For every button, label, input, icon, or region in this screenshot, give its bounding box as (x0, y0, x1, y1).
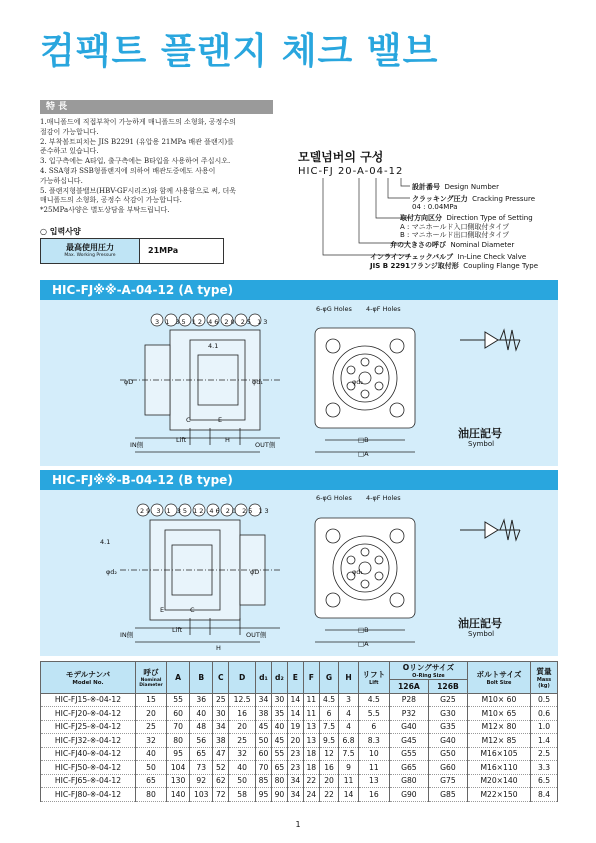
panel-b-dim-h: H (216, 644, 221, 652)
table-cell: 50 (136, 761, 167, 775)
table-cell: 6 (358, 720, 389, 734)
code-label-design: 設計番号 Design Number (412, 183, 499, 191)
table-cell: 24 (303, 788, 319, 802)
table-row (41, 734, 558, 748)
table-cell: 65 (271, 761, 287, 775)
table-cell: 58 (229, 788, 256, 802)
panel-b-in-side: IN側 (120, 631, 134, 639)
panel-b-dim-a: □A (358, 640, 369, 648)
table-cell: 40 (271, 720, 287, 734)
table-cell: 20 (287, 734, 303, 748)
table-cell: 65 (190, 747, 213, 761)
table-cell: 6.5 (531, 774, 558, 788)
th-model: モデルナンバ Model No. (41, 662, 136, 694)
table-cell: HIC-FJ20-※-04-12 (41, 707, 136, 721)
table-cell: G25 (428, 693, 467, 707)
table-cell: 40 (136, 747, 167, 761)
panel-b-out-side: OUT側 (246, 631, 267, 639)
panel-a-dim-h: H (225, 436, 230, 444)
table-cell: 73 (190, 761, 213, 775)
table-cell: 103 (190, 788, 213, 802)
table-cell: 20 (136, 707, 167, 721)
panel-a-dim-a: □A (358, 450, 369, 458)
features-heading: 特 長 (46, 102, 68, 112)
table-cell: 50 (256, 734, 272, 748)
page-number: 1 (295, 820, 301, 829)
table-row (41, 747, 558, 761)
table-cell: 12.5 (229, 693, 256, 707)
panel-b-title: HIC-FJ※※-B-04-12 (B type) (40, 470, 558, 490)
table-cell: 95 (256, 788, 272, 802)
table-cell: 55 (167, 693, 190, 707)
table-cell: 13 (358, 774, 389, 788)
table-cell: 2.5 (531, 747, 558, 761)
table-cell: 4.5 (319, 693, 339, 707)
feature-line: 2. 부착볼트피치는 JIS B2291 (유압용 21MPa 배관 플랜지)를 (40, 137, 234, 146)
th-oring-a: 126A (389, 680, 428, 694)
panel-b-dim-d2: φd₂ (106, 568, 118, 576)
panel-a-dim-v: 4.1 (208, 342, 219, 350)
table-cell: 60 (256, 747, 272, 761)
table-cell: G55 (389, 747, 428, 761)
table-cell: HIC-FJ15-※-04-12 (41, 693, 136, 707)
table-cell: 11 (358, 761, 389, 775)
panel-a-dim-d: φD (124, 378, 134, 386)
table-cell: 72 (213, 788, 229, 802)
feature-line: 절감이 가능합니다. (40, 127, 99, 136)
table-cell: M16×105 (468, 747, 531, 761)
table-cell: 130 (167, 774, 190, 788)
table-cell: 45 (271, 734, 287, 748)
table-cell: 16 (319, 761, 339, 775)
table-cell: M20×140 (468, 774, 531, 788)
table-row (41, 707, 558, 721)
table-cell: 0.5 (531, 693, 558, 707)
table-cell: 25 (229, 734, 256, 748)
th-e: E (287, 662, 303, 694)
features-list (40, 118, 280, 216)
table-cell: 11 (303, 693, 319, 707)
table-cell: HIC-FJ25-※-04-12 (41, 720, 136, 734)
table-cell: HIC-FJ50-※-04-12 (41, 761, 136, 775)
table-cell: 30 (271, 693, 287, 707)
table-cell: 10 (358, 747, 389, 761)
panel-b-dim-b: □B (358, 626, 369, 634)
th-mass: 質量 Mass (kg) (531, 662, 558, 694)
table-cell: 12 (319, 747, 339, 761)
table-cell: 90 (271, 788, 287, 802)
table-cell: G65 (389, 761, 428, 775)
spec-label-en: Max. Working Pressure (64, 253, 116, 258)
table-cell: 14 (339, 788, 359, 802)
table-cell: 80 (271, 774, 287, 788)
table-cell: 40 (190, 707, 213, 721)
table-cell: 80 (167, 734, 190, 748)
th-bolt: ボルトサイズ Bolt Size (468, 662, 531, 694)
table-cell: 14 (287, 693, 303, 707)
th-a: A (167, 662, 190, 694)
panel-b-dim-c: C (190, 606, 195, 614)
table-cell: M16×110 (468, 761, 531, 775)
panel-b-lift: Lift (172, 626, 183, 634)
table-cell: M12× 85 (468, 734, 531, 748)
table-cell: 65 (136, 774, 167, 788)
table-cell: 70 (256, 761, 272, 775)
table-cell: 70 (167, 720, 190, 734)
table-cell: G50 (428, 747, 467, 761)
spec-label: 最高使用圧力 (66, 243, 114, 252)
table-cell: 52 (213, 761, 229, 775)
table-cell: G30 (428, 707, 467, 721)
table-cell: 56 (190, 734, 213, 748)
panel-b-symbol-jp: 油圧記号 (458, 617, 502, 630)
table-cell: G45 (389, 734, 428, 748)
table-cell: G75 (428, 774, 467, 788)
th-h: H (339, 662, 359, 694)
panel-a-dim-d1: φd₁ (252, 378, 264, 386)
table-cell: 30 (213, 707, 229, 721)
table-cell: 18 (303, 747, 319, 761)
table-cell: 16 (358, 788, 389, 802)
table-row (41, 761, 558, 775)
table-cell: 6.8 (339, 734, 359, 748)
panel-b-dim-d1: φd₁ (352, 568, 364, 576)
feature-line: 1.매니폴드에 직접부착이 가능하게 매니폴드의 소형화, 공정수의 (40, 118, 236, 126)
table-cell: 1.4 (531, 734, 558, 748)
table-cell: 32 (229, 747, 256, 761)
panel-b-dim-d: φD (250, 568, 260, 576)
table-cell: G40 (428, 734, 467, 748)
table-cell: 14 (287, 707, 303, 721)
table-cell: 3.3 (531, 761, 558, 775)
table-cell: 85 (256, 774, 272, 788)
table-row (41, 774, 558, 788)
table-cell: 1.0 (531, 720, 558, 734)
table-cell: 16 (229, 707, 256, 721)
table-cell: 34 (256, 693, 272, 707)
table-cell: 15 (136, 693, 167, 707)
table-cell: 38 (256, 707, 272, 721)
spec-value: 21MPa (148, 246, 179, 255)
table-cell: HIC-FJ65-※-04-12 (41, 774, 136, 788)
code-label-direction: 取付方向区分 Direction Type of Setting (400, 214, 533, 222)
panel-a-out-side: OUT側 (255, 441, 276, 449)
table-cell: 25 (136, 720, 167, 734)
spec-label-cell (41, 239, 140, 263)
table-cell: G80 (389, 774, 428, 788)
table-cell: 6 (319, 707, 339, 721)
panel-b-symbol-en: Symbol (468, 630, 495, 638)
table-cell: 55 (271, 747, 287, 761)
table-cell: 36 (190, 693, 213, 707)
th-g: G (319, 662, 339, 694)
table-cell: 60 (167, 707, 190, 721)
panel-a-dim-e: E (218, 416, 223, 424)
table-cell: HIC-FJ80-※-04-12 (41, 788, 136, 802)
table-cell: 8.3 (358, 734, 389, 748)
table-cell: HIC-FJ40-※-04-12 (41, 747, 136, 761)
code-label-direction-a: A : マニホールド入口側取付タイプ (400, 223, 510, 231)
table-cell: P28 (389, 693, 428, 707)
table-cell: M10× 65 (468, 707, 531, 721)
table-cell: 34 (213, 720, 229, 734)
table-cell: 80 (136, 788, 167, 802)
table-cell: 34 (287, 788, 303, 802)
table-cell: 20 (319, 774, 339, 788)
table-cell: 9 (339, 761, 359, 775)
table-cell: 4 (339, 720, 359, 734)
table-cell: 35 (271, 707, 287, 721)
table-row (41, 788, 558, 802)
code-label-cracking-value: 04 : 0.04MPa (412, 203, 458, 211)
feature-line: 가능하십니다. (40, 176, 83, 185)
table-cell: M12× 80 (468, 720, 531, 734)
th-c: C (213, 662, 229, 694)
table-cell: 50 (229, 774, 256, 788)
dimension-table (40, 661, 558, 802)
code-label-direction-b: B : マニホールド出口側取付タイプ (400, 231, 510, 239)
panel-b-dim-e: E (160, 606, 165, 614)
table-cell: 18 (303, 761, 319, 775)
th-d: D (229, 662, 256, 694)
th-f: F (303, 662, 319, 694)
table-cell: 11 (339, 774, 359, 788)
panel-a-dim-c: C (186, 416, 191, 424)
table-cell: 19 (287, 720, 303, 734)
code-label-cracking: クラッキング圧力 Cracking Pressure (412, 195, 536, 203)
feature-line: 4. SSA형과 SSB형플랜지에 의하여 배관도중에도 사용이 (40, 166, 216, 175)
panel-a-in-side: IN側 (130, 441, 144, 449)
table-cell: 40 (229, 761, 256, 775)
table-cell: 22 (303, 774, 319, 788)
panel-b-dim-v: 4.1 (100, 538, 111, 546)
table-cell: 25 (213, 693, 229, 707)
table-cell: 0.6 (531, 707, 558, 721)
table-cell: G85 (428, 788, 467, 802)
feature-line: 준수하고 있습니다. (40, 147, 99, 156)
spec-table (40, 238, 224, 264)
panel-b-holes-g: 6-φG Holes (316, 494, 352, 502)
table-cell: 13 (303, 734, 319, 748)
page-title: 컴팩트 플랜지 체크 밸브 (40, 31, 439, 72)
panel-a-bubbles: 3 1 35 12 46 20 25 13 (155, 318, 270, 326)
table-cell: 4 (339, 707, 359, 721)
table-cell: 95 (167, 747, 190, 761)
panel-a-symbol-en: Symbol (468, 440, 495, 448)
table-cell: 5.5 (358, 707, 389, 721)
table-cell: 62 (213, 774, 229, 788)
table-cell: 20 (229, 720, 256, 734)
table-cell: 47 (213, 747, 229, 761)
table-cell: 23 (287, 747, 303, 761)
table-cell: 45 (256, 720, 272, 734)
table-row (41, 693, 558, 707)
table-cell: 32 (136, 734, 167, 748)
table-cell: 34 (287, 774, 303, 788)
th-lift: リフト Lift (358, 662, 389, 694)
panel-a-dim-b: □B (358, 436, 369, 444)
table-cell: G35 (428, 720, 467, 734)
spec-heading: ○ 입력사양 (40, 227, 81, 236)
panel-b-bubbles: 29 3 1 35 12 46 20 25 13 (140, 507, 271, 515)
panel-a-lift: Lift (176, 436, 187, 444)
table-cell: HIC-FJ32-※-04-12 (41, 734, 136, 748)
code-label-nominal: 弁の大きさの呼び Nominal Diameter (390, 241, 515, 249)
th-d1: d₁ (256, 662, 272, 694)
table-cell: P32 (389, 707, 428, 721)
th-oring: Oリングサイズ O-Ring Size (389, 662, 467, 680)
th-oring-b: 126B (428, 680, 467, 694)
feature-line: *25MPa사양은 별도상담을 부탁드립니다. (40, 206, 170, 215)
feature-line: 3. 입구측에는 A타입, 출구측에는 B타입을 사용하여 주십시오. (40, 157, 231, 166)
table-cell: 92 (190, 774, 213, 788)
feature-line: 5. 플랜지형블밸브(HBV-GF시리즈)와 함께 사용함으로 써, 더욱 (40, 186, 236, 195)
table-cell: 3 (339, 693, 359, 707)
table-cell: 140 (167, 788, 190, 802)
features-heading-bar (40, 100, 273, 114)
table-cell: 104 (167, 761, 190, 775)
panel-a-holes-f: 4-φF Holes (366, 305, 401, 313)
table-cell: 38 (213, 734, 229, 748)
table-cell: 48 (190, 720, 213, 734)
table-cell: 9.5 (319, 734, 339, 748)
panel-a-holes-g: 6-φG Holes (316, 305, 352, 313)
table-cell: G40 (389, 720, 428, 734)
panel-a-dim-d2: φd₂ (352, 378, 364, 386)
table-cell: 13 (303, 720, 319, 734)
table-cell: 7.5 (339, 747, 359, 761)
table-cell: 23 (287, 761, 303, 775)
table-cell: G60 (428, 761, 467, 775)
code-label-inline: インラインチェックバルブ In-Line Check Valve (370, 253, 527, 261)
table-cell: 22 (319, 788, 339, 802)
th-b: B (190, 662, 213, 694)
th-d2: d₂ (271, 662, 287, 694)
table-row (41, 720, 558, 734)
panel-a-symbol-jp: 油圧記号 (458, 427, 502, 440)
model-code-heading: 모델넘버의 구성 (298, 150, 384, 164)
table-cell: 11 (303, 707, 319, 721)
panel-b-holes-f: 4-φF Holes (366, 494, 401, 502)
table-cell: 7.5 (319, 720, 339, 734)
table-cell: 4.5 (358, 693, 389, 707)
table-cell: G90 (389, 788, 428, 802)
table-cell: M10× 60 (468, 693, 531, 707)
table-cell: M22×150 (468, 788, 531, 802)
panel-a-title: HIC-FJ※※-A-04-12 (A type) (40, 280, 558, 300)
code-label-flange: JIS B 2291フランジ取付形 Coupling Flange Type (370, 262, 539, 270)
feature-line: 매니폴드의 소형화, 공정수 삭감이 가능합니다. (40, 196, 182, 205)
table-cell: 8.4 (531, 788, 558, 802)
th-nominal: 呼び Nominal Diameter (136, 662, 167, 694)
model-code: HIC-FJ 20-A-04-12 (298, 166, 404, 177)
